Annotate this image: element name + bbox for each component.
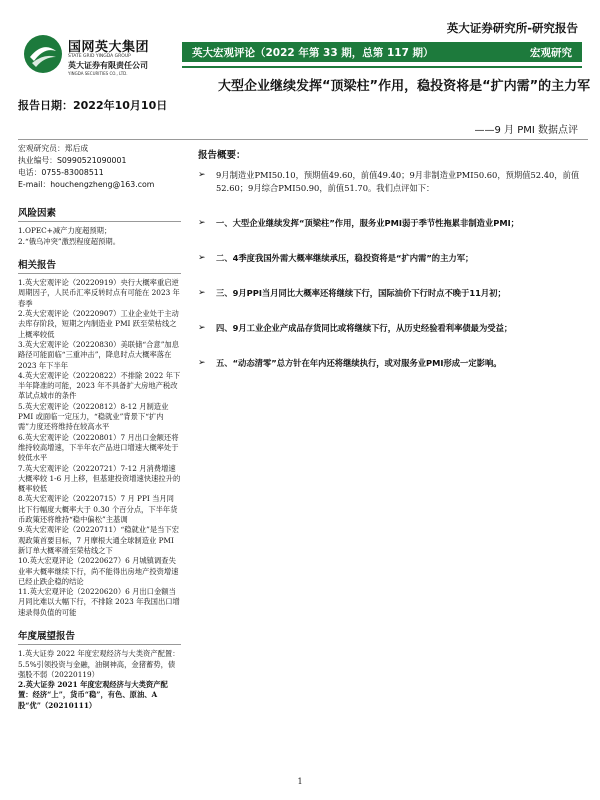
page-number: 1 (297, 777, 303, 786)
annual-section (18, 632, 181, 711)
annual-title: 年度展望报告 (18, 632, 181, 645)
related-report-item[interactable]: 3.英大宏观评论（20220830）美联储“合意”加息路径可能面临“三重冲击”，降息时点大概率落在 2023 年下半年 (18, 339, 180, 370)
annual-report-item[interactable]: 1.英大证券 2022 年度宏观经济与大类资产配置：5.5%引领投资与金融，油铜神高，金猪蓄势，债强股不弱（20220119） (18, 649, 180, 679)
summary-text: 五、“动态清零”总方针在年内还将继续执行，或对服务业PMI形成一定影响。 (216, 358, 502, 368)
arrow-bullet-icon: ➢ (198, 170, 206, 180)
banner-divider (182, 66, 582, 68)
report-title: 大型企业继续发挥“顶梁柱”作用，稳投资将是“扩内需”的主力军 (218, 79, 591, 94)
risk-section (18, 209, 181, 247)
logo-en-name: STATE GRID YINGDA GROUP (68, 54, 131, 59)
risk-item: 2.“俄乌冲突”激烈程度超预期。 (18, 236, 120, 246)
report-subtitle: ——9 月 PMI 数据点评 (474, 125, 578, 136)
related-report-item[interactable]: 9.英大宏观评论（20220711）“稳就业”是当下宏观政策首要目标，7 月摩根大通全球制造业 PMI 新订单大概率滑至荣枯线之下 (18, 525, 180, 555)
logo-emblem-icon (22, 33, 64, 75)
risk-title: 风险因素 (18, 209, 181, 222)
contact-block (18, 143, 181, 191)
summary-title: 报告概要： (198, 150, 246, 161)
arrow-bullet-icon: ➢ (198, 358, 206, 368)
related-report-item[interactable]: 11.英大宏观评论（20220620）6 月出口金额当月同比难以大幅下行，不排除 2023 年我国出口增速录得负值的可能 (18, 587, 180, 617)
related-report-item[interactable]: 6.英大宏观评论（20220801）7 月出口金额还将维持较高增速，下半年农产品进口增速大概率处于较低水平 (18, 432, 179, 463)
summary-paragraph (198, 169, 588, 195)
summary-text: 9月制造业PMI50.10，预期值49.60，前值49.40；9月非制造业PMI50.60，预期值52.40，前值52.60；9月综合PMI50.90，前值51.70。我们点评如下： (216, 170, 580, 193)
header-divider (18, 139, 588, 140)
arrow-bullet-icon: ➢ (198, 218, 206, 228)
org-title: 英大证券研究所-研究报告 (446, 21, 578, 35)
arrow-bullet-icon: ➢ (198, 323, 206, 333)
risk-item: 1.OPEC+减产力度超预期； (18, 226, 112, 236)
annual-report-item[interactable]: 2.英大证券 2021 年度宏观经济与大类资产配置：经济“上”，货币“稳”，有色、原油、A 股“优”（20210111） (18, 680, 168, 710)
banner-category: 宏观研究 (530, 46, 572, 59)
related-report-item[interactable]: 2.英大宏观评论（20220907）工业企业处于主动去库存阶段，短期之内制造业 PMI 跃至荣枯线之上概率较低 (18, 309, 179, 339)
summary-text: 三、9月PPI当月同比大概率还将继续下行，国际油价下行时点不晚于11月初； (216, 288, 506, 298)
logo-cn-name: 国网英大集团 (68, 40, 150, 55)
logo-en-sub: YINGDA SECURITIES CO., LTD. (68, 71, 128, 76)
email-address[interactable]: E-mail：houchengzheng@163.com (18, 180, 155, 189)
summary-paragraph (198, 357, 588, 370)
phone-number: 电话：0755-83008511 (18, 168, 104, 177)
related-report-item[interactable]: 8.英大宏观评论（20220715）7 月 PPI 当月同比下行幅度大概率大于 0.30 个百分点，下半年货币政策还将维持“稳中偏松”主基调 (18, 494, 178, 525)
related-report-item[interactable]: 7.英大宏观评论（20220721）7-12 月消费增速大概率较 1-6 月上移，但基建投资增速快速拉升的概率较低 (18, 463, 181, 494)
related-report-item[interactable]: 1.英大宏观评论（20220919）央行大概率重启逆周期因子，人民币汇率反转时点有可能在 2023 年春季 (18, 278, 180, 308)
related-report-item[interactable]: 4.英大宏观评论（20220822）不排除 2022 年下半年降准的可能，2023 年不具备扩大房地产税改革试点城市的条件 (18, 370, 181, 401)
summary-paragraph (198, 287, 588, 300)
summary-paragraph (198, 217, 588, 230)
sidebar (18, 143, 181, 711)
summary-text: 四、9月工业企业产成品存货同比或将继续下行，从历史经验看利率债最为受益； (216, 323, 513, 333)
report-date: 报告日期：2022年10月10日 (18, 99, 168, 112)
arrow-bullet-icon: ➢ (198, 253, 206, 263)
related-section (18, 261, 181, 618)
arrow-bullet-icon: ➢ (198, 288, 206, 298)
license-number: 执业编号：S0990521090001 (18, 156, 127, 165)
company-logo (22, 33, 182, 77)
summary-section (198, 147, 588, 370)
report-banner (182, 42, 582, 62)
summary-text: 一、大型企业继续发挥“顶梁柱”作用，服务业PMI弱于季节性拖累非制造业PMI； (216, 218, 519, 228)
banner-series: 英大宏观评论（2022 年第 33 期，总第 117 期） (192, 46, 434, 59)
related-title: 相关报告 (18, 261, 181, 274)
related-report-item[interactable]: 10.英大宏观评论（20220627）6 月城镇调查失业率大概率继续下行，尚不能得出房地产投资增速已经止跌企稳的结论 (18, 556, 179, 586)
related-report-item[interactable]: 5.英大宏观评论（20220812）8-12 月制造业 PMI 或面临一定压力，“稳就业”背景下“扩内需”力度还将维持在较高水平 (18, 401, 169, 432)
summary-text: 二、4季度我国外需大概率继续承压，稳投资将是“扩内需”的主力军； (216, 253, 474, 263)
researcher-name: 宏观研究员：郑后成 (18, 144, 89, 153)
summary-paragraph (198, 322, 588, 335)
summary-paragraph (198, 252, 588, 265)
logo-cn-sub: 英大证券有限责任公司 (68, 61, 148, 70)
